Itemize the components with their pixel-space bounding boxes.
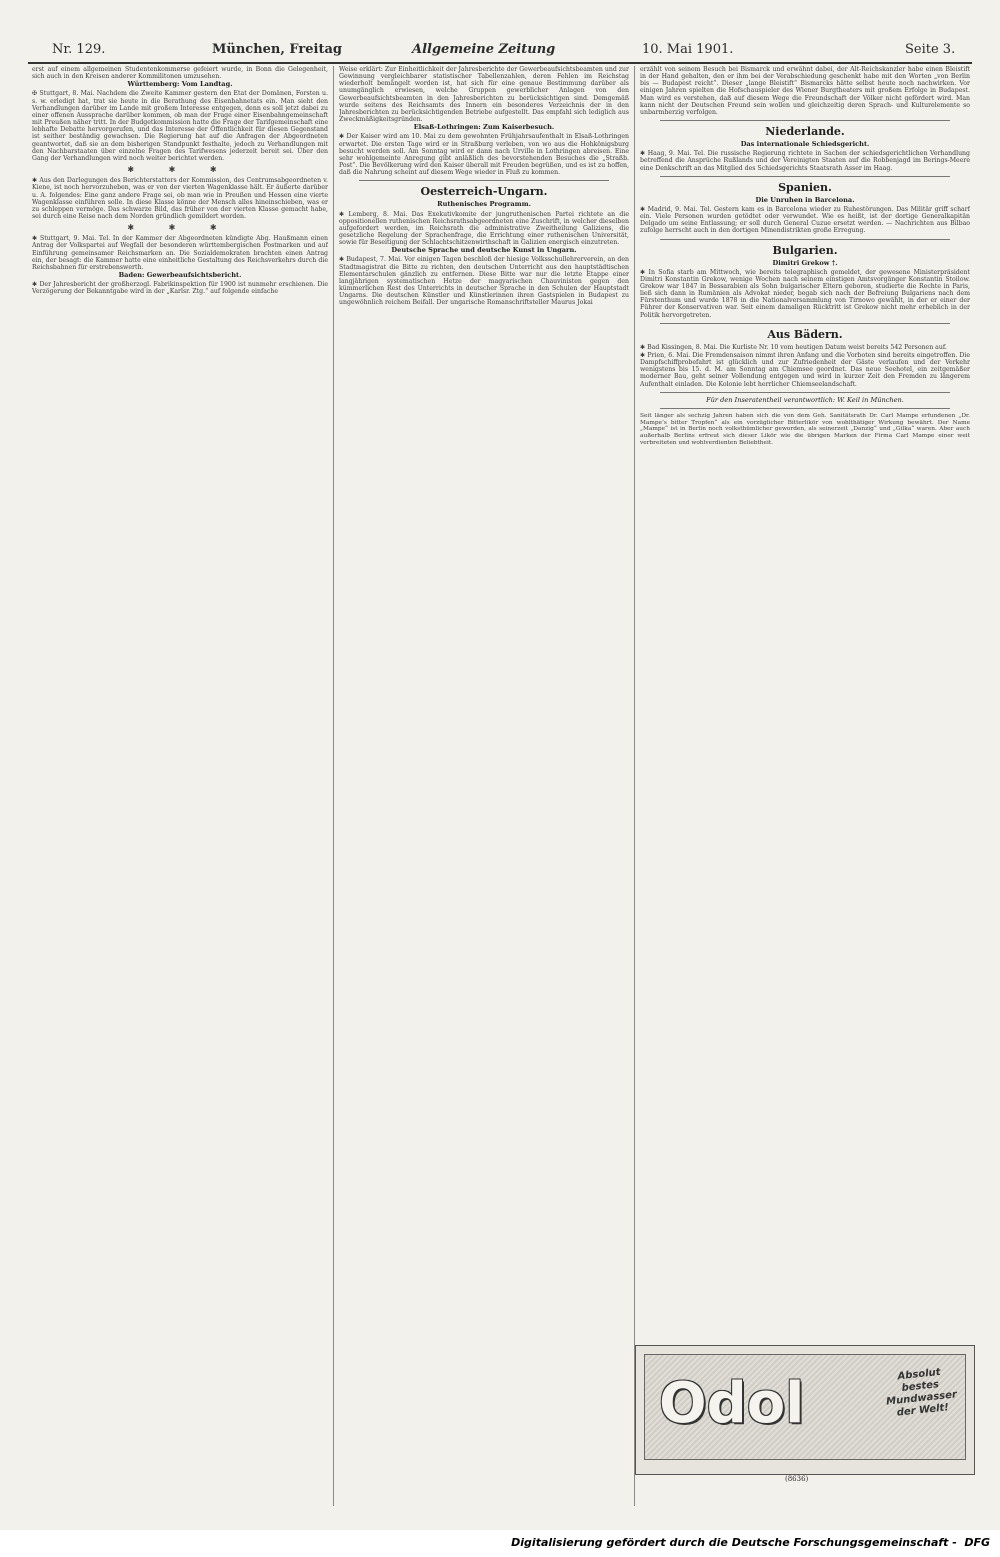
column-2 bbox=[339, 66, 629, 1506]
bulgaria-subheading: Dimitri Grekow †. bbox=[772, 258, 838, 267]
spain-subheading: Die Unruhen in Barcelona. bbox=[755, 195, 855, 204]
netherlands-heading: Niederlande. bbox=[765, 125, 845, 139]
section-rule bbox=[660, 392, 950, 393]
budapest-article: ✱ Budapest, 7. Mai. Vor einigen Tagen beschloß der hiesige Volksschullehrerverein, an den Stadtmagistrat die Bitte zu richten, den deutschen Unterricht aus den hauptstädtischen Elementarschulen gänzlich zu entfernen. Diese Bitte war nur die letzte Etappe einer langjährigen systematischen Hetze der magyarischen Chauvinisten gegen den kümmerlichen Rest des Unterrichts in deutscher Sprache in den Schulen der Hauptstadt Ungarns. Die deutschen Künstler und Künstlerinnen ihren Gastspielen in Budapest zu ungewöhnlich reichem Beifall. Der ungarische Romanschriftsteller Maurus Jokai bbox=[339, 256, 629, 307]
alsace-article: ✱ Der Kaiser wird am 10. Mai zu dem gewohnten Frühjahrsaufenthalt in Elsaß-Lothringen erwartet. Die ersten Tage wird er in Straßburg verleben, von wo aus die Hohkönigsburg besucht werden soll. Am Sonntag wird er dann nach Urville in Lothringen abreisen. Eine sehr wohlgemeinte Anregung gibt anläßlich des bevorstehenden Besuches die „Straßb. Post“. Die Bevölkerung wird den Kaiser überall mit Freuden begrüßen, und es ist zu hoffen, daß die Nahrung scheint auf diesem Wege wieder in Fluß zu kommen. bbox=[339, 133, 629, 177]
masthead: Allgemeine Zeitung bbox=[412, 42, 556, 57]
haag-article: ✱ Haag, 9. Mai. Tel. Die russische Regierung richtete in Sachen der schiedsgerichtlichen Verhandlung betreffend die Ansprüche Rußlands und der Vereinigten Staaten auf die Robbenjagd im Berings-Meere eine Denkschrift an das Mitglied des Schiedsgerichts Staatsrath Asser im Haag. bbox=[640, 150, 970, 172]
spain-heading: Spanien. bbox=[778, 180, 832, 194]
section-rule bbox=[660, 120, 950, 121]
column-3 bbox=[640, 66, 970, 1336]
column-1 bbox=[32, 66, 328, 1506]
issue-number: Nr. 129. bbox=[52, 42, 106, 57]
responsible-editor: Für den Inseratentheil verantwortlich: W. Keil in München. bbox=[706, 395, 904, 404]
digitization-footer bbox=[511, 1536, 990, 1549]
netherlands-subheading: Das internationale Schiedsgericht. bbox=[740, 140, 870, 149]
lemberg-article: ✱ Lemberg, 8. Mai. Das Exekutivkomite der jungruthenischen Partei richtete an die oppositionellen ruthenischen Reichsrathsabgeordneten eine Zuschrift, in welcher dieselben aufgefordert werden, im Reichsrath die administrative Zweitheilung Galiziens, die gesetzliche Regelung der Sprachenfrage, die Errichtung einer ruthenischen Universität, sowie für Beseitigung der Schlachtschitzenwirthschaft in Galizien energisch einzutreten. bbox=[339, 210, 629, 247]
spa-heading: Aus Bädern. bbox=[767, 327, 843, 341]
page-header bbox=[0, 40, 1000, 60]
dfg-logo: DFG bbox=[964, 1536, 990, 1549]
madrid-article: ✱ Madrid, 9. Mai. Tel. Gestern kam es in Barcelona wieder zu Ruhestörungen. Das Militär griff scharf ein. Viele Personen wurden getödtet oder verwundet. Wie es heißt, ist der dortige Generalkapitän Delgado um seine Entlassung; er soll durch General Cuzue ersetzt werden. — Nachrichten aus Bilbao zufolge herrscht auch in den dortigen Minendistrikten große Erregung. bbox=[640, 205, 970, 235]
austria-heading: Oesterreich-Ungarn. bbox=[420, 185, 548, 199]
kissingen-article: ✱ Bad Kissingen, 8. Mai. Die Kurliste Nr. 10 vom heutigen Datum weist bereits 542 Personen auf. bbox=[640, 343, 947, 351]
section-rule bbox=[660, 239, 950, 240]
footer-text: Digitalisierung gefördert durch die Deutsche Forschungsgemeinschaft - bbox=[511, 1536, 957, 1549]
austria-subheading: Ruthenisches Programm. bbox=[437, 200, 531, 209]
odol-ad-panel bbox=[644, 1354, 966, 1460]
odol-advertisement bbox=[635, 1345, 975, 1475]
section-rule bbox=[660, 176, 950, 177]
header-rule bbox=[28, 62, 972, 64]
section-rule bbox=[660, 408, 950, 409]
page-number: Seite 3. bbox=[905, 42, 956, 57]
separator-stars: ✱ ✱ ✱ bbox=[127, 165, 233, 175]
section-rule bbox=[660, 323, 950, 324]
ad-number: (8636) bbox=[785, 1475, 809, 1483]
mampe-advertisement: Seit länger als sechzig Jahren haben sich die von dem Geh. Sanitätsrath Dr. Carl Mampe erfundenen „Dr. Mampe’s bitter Tropfen“ als ein vorzüglicher Bitterlikör von wohlthätiger Wirkung bewährt. Der Name „Mampe“ ist in Berlin noch volksthümlicher geworden, als seinerzeit „Danzig“ und „Gilka“ waren. Aber auch außerhalb Berlins erfreut sich dieser Likör wie die übrigen Marken der Firma Carl Mampe einer weit verbreiteten und wohlverdienten Beliebtheit. bbox=[640, 412, 970, 447]
section-rule bbox=[359, 180, 609, 181]
baden-heading: Baden: Gewerbeaufsichtsbericht. bbox=[118, 271, 242, 280]
bulgaria-heading: Bulgarien. bbox=[772, 243, 838, 257]
stuttgart-article: ✠ Stuttgart, 8. Mai. Nachdem die Zweite Kammer gestern den Etat der Domänen, Forsten u. s. w. erledigt hat, trat sie heute in die Berathung des Eisenbahnetats ein. Man sieht den Verhandlungen darüber im Lande mit großem Interesse entgegen, denn es soll jetzt dabei zu einer offenen Aussprache darüber kommen, ob man der Frage einer Eisenbahngemeinschaft mit Preußen näher tritt. In der Budgetkommission hatte die Frage der Tarifgemeinschaft eine lebhafte Debatte hervorgerufen, und das Interesse der Öffentlichkeit für diesen Gegenstand ist seither beständig gewachsen. Die Regierung hat auf die Anfragen der Abgeordneten geantwortet, daß sie an dem bisherigen Standpunkt festhalte, jedoch zu Verhandlungen mit den Nachbarstaaten über einzelne Fragen des Tarifwesens jederzeit bereit sei. Über den Gang der Verhandlungen wird noch weiter berichtet werden. bbox=[32, 90, 328, 162]
baden-article: ✱ Der Jahresbericht der großherzogl. Fabrikinspektion für 1900 ist nunmehr erschienen. Die Verzögerung der Bekanntgabe wird in der „Karlsr. Ztg.“ auf folgende einfache bbox=[32, 281, 328, 296]
kiene-article: ✱ Aus den Darlegungen des Berichterstatters der Kommission, des Centrumsabgeordneten v. Kiene, ist noch hervorzuheben, was er von der vierten Wagenklasse hält. Er äußerte darüber u. A. folgendes: Eine ganz andere Frage sei, ob man wie in Preußen und Hessen eine vierte Wagenklasse einführen solle. In diese Klasse könne der Mensch alles hineinschieben, was er zu schleppen vermöge. Das schwarze Bild, das früher von der vierten Klasse gemacht habe, sei durch eine Reise nach dem Norden gründlich gemildert worden. bbox=[32, 177, 328, 220]
odol-slogan: Absolut bestes Mundwasser der Welt! bbox=[885, 1366, 958, 1419]
col3-intro: erzählt von seinem Besuch bei Bismarck und erwähnt dabei, der Alt-Reichskanzler habe einen Bleistift in der Hand gehalten, den er ihm bei der Verabschiedung geschenkt habe mit den Worten „von Berlin bis — Budapest reicht“. Dieser „lange Bleistift“ Bismarcks hätte selbst heute noch nachwirken. Vor einigen Jahren spielten die Hofschauspieler des Wiener Burgtheaters mit großem Erfolge in Budapest. Man wird es verstehen, daß auf diesem Wege die Freundschaft der Völker nicht gefördert wird. Man kann nicht der Deutschen Freund sein wollen und gleichzeitig deren Sprach- und Kulturelemente so unbarmherzig verfolgen. bbox=[640, 66, 970, 116]
wuerttemberg-heading: Württemberg: Vom Landtag. bbox=[127, 80, 233, 89]
hungary-subheading: Deutsche Sprache und deutsche Kunst in Ungarn. bbox=[391, 246, 577, 255]
prien-article: ✱ Prien, 6. Mai. Die Fremdensaison nimmt ihren Anfang und die Vorboten sind bereits eingetroffen. Die Dampfschiffprobefahrt ist glücklich und zur Zufriedenheit der Gäste verlaufen und der Verkehr wenigstens bis 15. d. M. am Sonntag am Chiemsee geordnet. Das neue Seehotel, ein zeitgemäßer moderner Bau, geht seiner Vollendung entgegen und wird in kurzer Zeit den Fremden zu längerem Aufenthalt einladen. Die Kolonie lebt herrlicher Chiemseelandschaft. bbox=[640, 351, 970, 388]
separator-stars: ✱ ✱ ✱ bbox=[127, 223, 233, 233]
issue-date: 10. Mai 1901. bbox=[642, 42, 734, 57]
city-day: München, Freitag bbox=[212, 42, 343, 57]
stuttgart-tel-article: ✱ Stuttgart, 9. Mai. Tel. In der Kammer der Abgeordneten kündigte Abg. Haußmann einen Antrag der Volkspartei auf Wegfall der besonderen württembergischen Postmarken und auf Einführung gemeinsamer Reichsmarken an. Die Sozialdemokraten brachten einen Antrag ein, der besagt: die Kammer hatte eine einheitliche Gestaltung des Reichsverkehrs durch die Reichsbahnen für erstrebenswerth. bbox=[32, 235, 328, 271]
column-divider bbox=[333, 66, 334, 1506]
sofia-article: ✱ In Sofia starb am Mittwoch, wie bereits telegraphisch gemeldet, der gewesene Ministerpräsident Dimitri Konstantin Grekow, wenige Wochen nach seinem einstigen Amtsvorgänger Konstantin Stoilow. Grekow war 1847 in Bessarabien als Sohn bulgarischer Eltern geboren, studierte die Rechte in Paris, ließ sich dann in Rumänien als Advokat nieder, begab sich nach der Befreiung Bulgariens nach dem Fürstenthum und wurde 1878 in die Nationalversammlung von Tirnowo gewählt, in der er einer der Führer der Konservativen war. Seit einem damaligen Rücktritt ist Grekow nicht mehr erheblich in der Politik hervorgetreten. bbox=[640, 268, 970, 319]
column-divider bbox=[634, 66, 635, 1506]
col1-intro: erst auf einem allgemeinen Studentenkommerse gefeiert wurde, in Bonn die Gelegenheit, sich auch in den Kreisen anderer Kommilitonen umzusehen. bbox=[32, 66, 328, 81]
alsace-heading: Elsaß-Lothringen: Zum Kaiserbesuch. bbox=[413, 123, 555, 132]
odol-logo: Odol bbox=[659, 1371, 805, 1436]
col2-intro: Weise erklärt: Zur Einheitlichkeit der Jahresberichte der Gewerbeaufsichtsbeamten und zur Gewinnung vergleichbarer statistischer Tabellenzahlen, deren Fehlen im Reichstag wiederholt bemängelt worden ist, hat sich für eine genaue Bestimmung darüber als unumgänglich erwiesen, welche Gruppen gewerblicher Anlagen von den Gewerbeaufsichtsbeamten in den Jahresberichten zu berücksichtigen sind. Demgemäß wurde seitens des Reichsamts des Innern ein besonderes Verzeichnis der in den Jahresberichten zu berücksichtigenden Betriebe aufgestellt. Das empfahl sich lediglich aus Zweckmäßigkeitsgründen. bbox=[339, 66, 629, 124]
